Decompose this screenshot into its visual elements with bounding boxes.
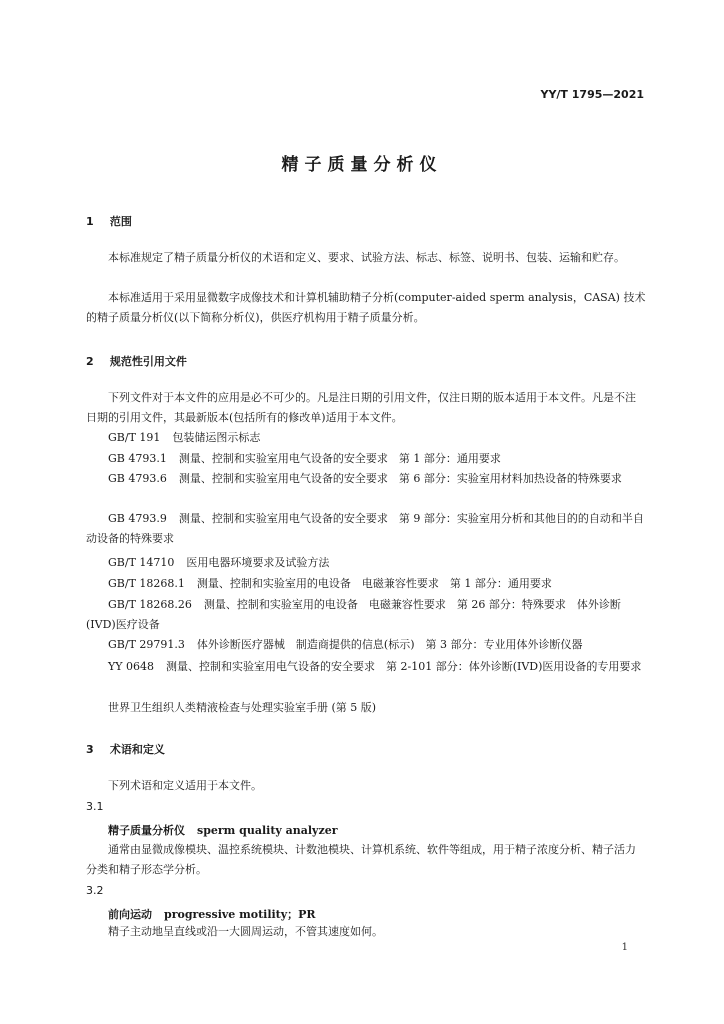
section-title: 术语和定义 bbox=[109, 743, 165, 756]
reference-code: GB/T 14710 bbox=[108, 556, 175, 569]
reference-title: 测量、控制和实验室用电气设备的安全要求 第 6 部分：实验室用材料加热设备的特殊要求 bbox=[178, 472, 622, 485]
reference-code: GB/T 29791.3 bbox=[108, 638, 185, 651]
reference-title: 体外诊断医疗器械 制造商提供的信息(标示) 第 3 部分：专业用体外诊断仪器 bbox=[196, 638, 583, 651]
term-definition: 通常由显微成像模块、温控系统模块、计数池模块、计算机系统、软件等组成，用于精子浓度分析、精子活力分类和精子形态学分析。 bbox=[86, 843, 636, 876]
section-number: 1 bbox=[86, 215, 94, 228]
reference-item bbox=[86, 428, 646, 448]
term-en: sperm quality analyzer bbox=[197, 824, 338, 837]
reference-title: 测量、控制和实验室用电气设备的安全要求 第 1 部分：通用要求 bbox=[178, 452, 501, 465]
reference-code: GB 4793.1 bbox=[108, 452, 167, 465]
reference-title: 测量、控制和实验室用电气设备的安全要求 第 2-101 部分：体外诊断(IVD)医用设备的专用要求 bbox=[166, 660, 642, 673]
section-heading-scope bbox=[86, 213, 132, 229]
term-zh: 前向运动 bbox=[108, 908, 152, 921]
reference-title: 医用电器环境要求及试验方法 bbox=[186, 556, 330, 569]
reference-item bbox=[86, 657, 646, 677]
section-title: 范围 bbox=[109, 215, 132, 228]
section-heading-normative-references bbox=[86, 353, 187, 369]
reference-item bbox=[86, 509, 646, 549]
reference-title: 测量、控制和实验室用的电设备 电磁兼容性要求 第 1 部分：通用要求 bbox=[196, 577, 552, 590]
term-number: 3.1 bbox=[86, 800, 104, 813]
document-title: 精子质量分析仪 bbox=[281, 155, 443, 175]
reference-code: YY 0648 bbox=[108, 660, 155, 673]
terms-intro: 下列术语和定义适用于本文件。 bbox=[108, 779, 262, 792]
reference-code: GB/T 191 bbox=[108, 431, 161, 444]
term-en: progressive motility；PR bbox=[164, 908, 316, 921]
scope-paragraph-1: 本标准规定了精子质量分析仪的术语和定义、要求、试验方法、标志、标签、说明书、包装、运输和贮存。 bbox=[108, 251, 625, 264]
reference-code: GB 4793.6 bbox=[108, 472, 167, 485]
section-heading-terms bbox=[86, 741, 165, 757]
section-title: 规范性引用文件 bbox=[109, 355, 187, 368]
section-number: 2 bbox=[86, 355, 94, 368]
standard-number: YY/T 1795—2021 bbox=[540, 88, 644, 101]
term-heading bbox=[108, 822, 338, 838]
reference-item bbox=[86, 449, 646, 469]
term-heading bbox=[108, 906, 316, 922]
reference-title: 包装储运图示标志 bbox=[172, 431, 261, 444]
reference-code: GB/T 18268.26 bbox=[108, 598, 192, 611]
reference-title: 测量、控制和实验室用电气设备的安全要求 第 9 部分：实验室用分析和其他目的的自动和半自动设备的特殊要求 bbox=[86, 512, 644, 545]
reference-code: GB 4793.9 bbox=[108, 512, 167, 525]
reference-item bbox=[86, 595, 646, 635]
term-zh: 精子质量分析仪 bbox=[108, 824, 185, 837]
section-number: 3 bbox=[86, 743, 94, 756]
page-number: 1 bbox=[621, 942, 628, 953]
reference-item bbox=[86, 469, 646, 489]
term-number: 3.2 bbox=[86, 884, 104, 897]
reference-title: 测量、控制和实验室用的电设备 电磁兼容性要求 第 26 部分：特殊要求 体外诊断(IVD)医疗设备 bbox=[86, 598, 621, 631]
scope-paragraph-2: 本标准适用于采用显微数字成像技术和计算机辅助精子分析(computer-aided sperm analysis，CASA) 技术的精子质量分析仪(以下简称分析仪)，供医疗机构用于精子质量分析。 bbox=[86, 291, 646, 324]
reference-title: 世界卫生组织人类精液检查与处理实验室手册 (第 5 版) bbox=[108, 701, 377, 714]
reference-item bbox=[86, 553, 646, 573]
reference-item bbox=[86, 698, 646, 718]
reference-code: GB/T 18268.1 bbox=[108, 577, 185, 590]
references-intro: 下列文件对于本文件的应用是必不可少的。凡是注日期的引用文件，仅注日期的版本适用于本文件。凡是不注日期的引用文件，其最新版本(包括所有的修改单)适用于本文件。 bbox=[86, 391, 636, 424]
term-definition: 精子主动地呈直线或沿一大圆周运动，不管其速度如何。 bbox=[108, 925, 383, 938]
reference-item bbox=[86, 635, 646, 655]
reference-item bbox=[86, 574, 646, 594]
